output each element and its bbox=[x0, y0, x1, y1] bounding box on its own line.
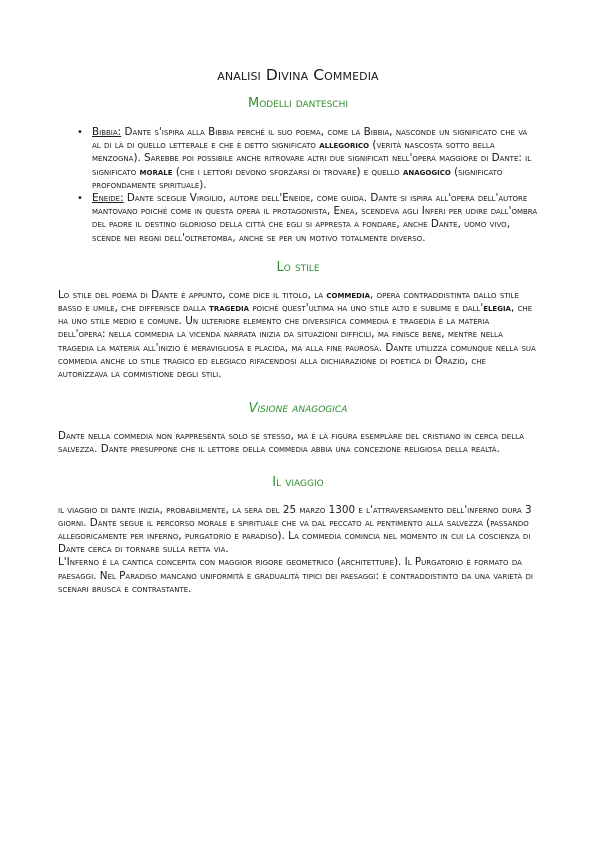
list-item-bibbia bbox=[92, 126, 538, 192]
keyword-allegorico: allegorico bbox=[319, 139, 370, 152]
item-key: Bibbia: bbox=[92, 126, 122, 138]
item-text: Dante sceglie Virgilio, autore dell'Eneide, come guida. Dante si ispira all'opera dell'autore mantovano poiché come in questa opera il protagonista, Enea, scendeva agli Inferi per udire dall'ombra del padre il destino glorioso della città che egli si appresta a fondare, anche Dante, uomo vivo, scende nei regni dell'oltretomba, anche se per un motivo totalmente diverso. bbox=[92, 192, 538, 244]
models-list bbox=[58, 126, 538, 245]
item-key: Eneide: bbox=[92, 192, 124, 205]
keyword-anagogico: anagogico bbox=[402, 165, 451, 178]
item-text: (che i lettori devono sforzarsi di trovare) e quello bbox=[172, 165, 403, 178]
section-heading-modelli: Modelli danteschi bbox=[248, 96, 348, 111]
keyword-elegia: elegia bbox=[483, 302, 511, 315]
item-text: (verità nascosta sotto bella menzogna). Sarebbe poi possibile anche ritrovare altri due significati nell'opera maggiore di Dante: il significato bbox=[92, 139, 532, 178]
paragraph-visione: Dante nella commedia non rappresenta solo sé stesso, ma è la figura esemplare del cristiano in cerca della salvezza. Dante presuppone che il lettore della commedia abbia una concezione religiosa della realtà. bbox=[58, 430, 524, 456]
keyword-morale: morale bbox=[139, 165, 173, 178]
document-title: analisi Divina Commedia bbox=[217, 66, 379, 84]
paragraph-text: Lo stile del poema di Dante è appunto, come dice il titolo, la bbox=[58, 288, 327, 301]
section-heading-visione: Visione anagogica bbox=[248, 401, 348, 417]
list-item-eneide bbox=[92, 192, 538, 245]
paragraph-text: poiché quest'ultima ha uno stile alto e sublime e dall' bbox=[249, 302, 484, 315]
keyword-tragedia: tragedia bbox=[209, 302, 250, 315]
paragraph-viaggio-1: il viaggio di dante inizia, probabilmente, la sera del 25 marzo 1300 e l'attraversamento dell'inferno dura 3 giorni. Dante segue il percorso morale e spirituale che va dal peccato al pentimento alla salvezza (passando allegoricamente per inferno, purgatorio e paradiso). La commedia comincia nel momento in cui la coscienza di Dante cerca di tornare sulla retta via. bbox=[58, 503, 532, 556]
item-text: Dante s'ispira alla Bibbia perché il suo poema, come la Bibbia, nasconde un significato che va al di là di quello letterale e che è detto significato bbox=[92, 126, 528, 152]
item-text: (significato profondamente spirituale). bbox=[92, 165, 503, 191]
section-heading-viaggio: Il viaggio bbox=[272, 474, 324, 490]
document-page bbox=[58, 66, 538, 596]
section-heading-stile: Lo stile bbox=[276, 259, 320, 275]
paragraph-stile bbox=[58, 289, 538, 381]
paragraph-viaggio-2: L'Inferno è la cantica concepita con maggior rigore geometrico (architetture). Il Purgatorio è formato da paesaggi. Nel Paradiso mancano uniformità e gradualità tipici dei paesaggi: è contraddistinto da una varietà di scenari brusca e contrastante. bbox=[58, 556, 533, 595]
paragraph-text: , che ha uno stile medio e comune. Un ulteriore elemento che diversifica commedia e tragedia è la materia dell'opera: nella commedia la vicenda narrata inizia da situazioni difficili, ma finisce bene, mentre nella tragedia la materia all'inizio è meravigliosa e placida, ma alla fine paurosa. Dante utilizza comunque nella sua commedia anche lo stile tragico ed elegiaco rifacendosi alla dichiarazione di poetica di Orazio, che autorizzava la commistione degli stili. bbox=[58, 302, 536, 381]
keyword-commedia: commedia bbox=[326, 288, 370, 301]
paragraph-text: , opera contraddistinta dallo stile basso e umile, che differisce dalla bbox=[58, 288, 519, 315]
